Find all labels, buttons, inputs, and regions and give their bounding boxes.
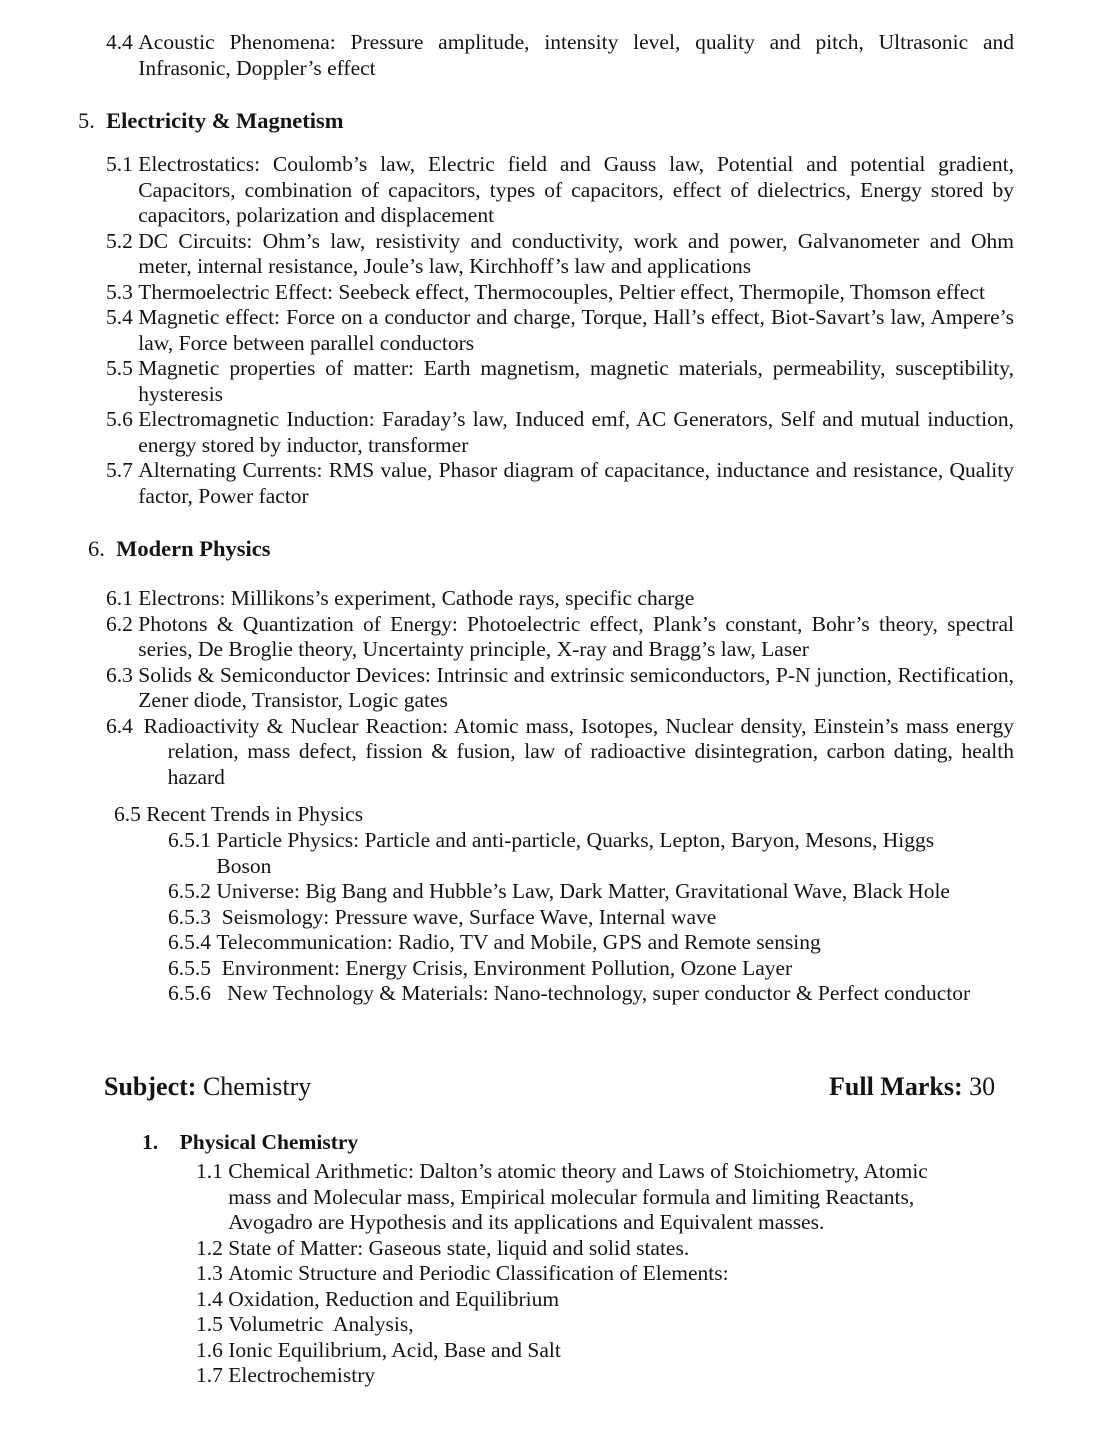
- section-items-electricity: [106, 152, 1014, 509]
- subject-name: Chemistry: [202, 1072, 312, 1101]
- syllabus-item: [106, 229, 1014, 280]
- item-number: 6.5: [114, 802, 147, 826]
- syllabus-item: [106, 356, 1014, 407]
- section-title: Electricity & Magnetism: [106, 108, 344, 133]
- item-number: 5.4: [106, 305, 139, 329]
- item-text: Universe: Big Bang and Hubble’s Law, Dark Matter, Gravitational Wave, Black Hole: [216, 879, 950, 903]
- item-number: 5.3: [106, 279, 139, 304]
- section-items-physical-chemistry: [196, 1159, 956, 1389]
- section-heading-electricity: [78, 108, 344, 134]
- section-items-modern-physics: [106, 586, 1014, 790]
- syllabus-item: [106, 305, 1014, 356]
- item-number: 6.2: [106, 611, 139, 636]
- syllabus-item: [168, 981, 1018, 1007]
- syllabus-item: [196, 1236, 956, 1262]
- item-number: 1.1: [196, 1159, 229, 1183]
- syllabus-item: [196, 1287, 956, 1313]
- item-text: Telecommunication: Radio, TV and Mobile, GPS and Remote sensing: [216, 930, 821, 954]
- item-text: State of Matter: Gaseous state, liquid and solid states.: [228, 1235, 690, 1260]
- item-number: 5.7: [106, 458, 139, 482]
- syllabus-item: [196, 1363, 956, 1389]
- item-text: Acoustic Phenomena: Pressure amplitude, intensity level, quality and pitch, Ultrasonic and Infrasonic, Doppler’s effect: [138, 30, 1014, 80]
- full-marks-value: 30: [969, 1072, 996, 1101]
- syllabus-item: [196, 1312, 956, 1338]
- item-number: 1.5: [196, 1312, 229, 1336]
- subject-heading: [104, 1072, 311, 1102]
- section-number: 1.: [142, 1130, 159, 1154]
- syllabus-item: [106, 458, 1014, 509]
- syllabus-item: [168, 956, 968, 982]
- item-number: 6.3: [106, 662, 139, 687]
- section-heading-physical-chemistry: [142, 1130, 358, 1156]
- item-text: Solids & Semiconductor Devices: Intrinsic and extrinsic semiconductors, P-N junction, Rectification, Zener diode, Transistor, Logic gates: [138, 662, 1014, 712]
- item-number: 6.5.3: [168, 904, 222, 929]
- subsection-title: Recent Trends in Physics: [146, 802, 364, 826]
- item-number: 6.5.5: [168, 955, 222, 980]
- full-marks: [829, 1072, 995, 1102]
- item-number: 5.5: [106, 356, 139, 380]
- syllabus-item: [168, 828, 968, 879]
- recent-trends-items: [168, 828, 971, 1007]
- item-number: 4.4: [106, 30, 139, 54]
- item-text: Electromagnetic Induction: Faraday’s law, Induced emf, AC Generators, Self and mutual induction, energy stored by inductor, transformer: [138, 407, 1014, 457]
- item-number: 5.6: [106, 407, 139, 431]
- item-text: Magnetic properties of matter: Earth magnetism, magnetic materials, permeability, susceptibility, hysteresis: [138, 356, 1014, 406]
- syllabus-item: [106, 714, 1014, 791]
- item-text: Atomic Structure and Periodic Classification of Elements:: [228, 1261, 729, 1285]
- item-number: 1.6: [196, 1337, 229, 1362]
- syllabus-item: [168, 905, 968, 931]
- item-text: Electrostatics: Coulomb’s law, Electric field and Gauss law, Potential and potential gradient, Capacitors, combination of capacitors, types of capacitors, effect of dielectrics, Energy stored by capacitors, polarization and displacement: [138, 152, 1014, 227]
- section-number: 5.: [78, 108, 95, 133]
- item-text: Thermoelectric Effect: Seebeck effect, Thermocouples, Peltier effect, Thermopile, Thomson effect: [138, 279, 985, 304]
- item-number: 5.2: [106, 228, 139, 253]
- syllabus-item: [106, 612, 1014, 663]
- full-marks-label: Full Marks:: [829, 1072, 963, 1101]
- item-text: Electrochemistry: [228, 1363, 376, 1387]
- item-number: 1.7: [196, 1363, 229, 1387]
- item-text: Magnetic effect: Force on a conductor and charge, Torque, Hall’s effect, Biot-Savart’s law, Ampere’s law, Force between parallel conductors: [138, 305, 1014, 355]
- item-text: Ionic Equilibrium, Acid, Base and Salt: [228, 1337, 561, 1362]
- item-text: Electrons: Millikons’s experiment, Cathode rays, specific charge: [138, 586, 695, 610]
- syllabus-item: [168, 879, 968, 905]
- item-text: Radioactivity & Nuclear Reaction: Atomic mass, Isotopes, Nuclear density, Einstein’s mass energy relation, mass defect, fission & fusion, law of radioactive disintegration, carbon dating, health hazard: [143, 713, 1014, 789]
- section-title: Modern Physics: [116, 536, 271, 561]
- syllabus-item: [168, 930, 968, 956]
- section-title: Physical Chemistry: [179, 1130, 359, 1154]
- syllabus-item: [196, 1261, 956, 1287]
- item-number: 1.4: [196, 1286, 229, 1311]
- syllabus-item: [106, 152, 1014, 229]
- item-text: Alternating Currents: RMS value, Phasor diagram of capacitance, inductance and resistance, Quality factor, Power factor: [138, 458, 1014, 508]
- item-text: Seismology: Pressure wave, Surface Wave, Internal wave: [221, 904, 717, 929]
- item-number: 6.1: [106, 586, 139, 610]
- item-number: 6.5.1: [168, 828, 217, 852]
- item-number: 6.5.2: [168, 879, 217, 903]
- item-text: Photons & Quantization of Energy: Photoelectric effect, Plank’s constant, Bohr’s theory, spectral series, De Broglie theory, Uncertainty principle, X-ray and Bragg’s law, Laser: [138, 611, 1014, 661]
- syllabus-item: [106, 663, 1014, 714]
- item-number: 1.2: [196, 1235, 229, 1260]
- item-number: 5.1: [106, 152, 139, 176]
- item-text: Chemical Arithmetic: Dalton’s atomic theory and Laws of Stoichiometry, Atomic mass and Molecular mass, Empirical molecular formula and limiting Reactants, Avogadro are Hypothesis and its applications and Equivalent masses.: [228, 1159, 928, 1234]
- syllabus-item: [106, 407, 1014, 458]
- syllabus-item: [106, 280, 1014, 306]
- item-text: Oxidation, Reduction and Equilibrium: [228, 1286, 560, 1311]
- section-number: 6.: [88, 536, 105, 561]
- syllabus-item: [106, 586, 1014, 612]
- subsection-heading-recent-trends: [114, 802, 363, 828]
- item-text: Particle Physics: Particle and anti-particle, Quarks, Lepton, Baryon, Mesons, Higgs Boson: [216, 828, 935, 878]
- syllabus-item: [196, 1159, 956, 1236]
- item-text: DC Circuits: Ohm’s law, resistivity and conductivity, work and power, Galvanometer and Ohm meter, internal resistance, Joule’s law, Kirchhoff’s law and applications: [138, 228, 1014, 278]
- item-text: Environment: Energy Crisis, Environment Pollution, Ozone Layer: [221, 955, 793, 980]
- item-text: Volumetric Analysis,: [228, 1312, 414, 1336]
- section-heading-modern-physics: [88, 536, 271, 562]
- item-number: 6.5.4: [168, 930, 217, 954]
- syllabus-item: [106, 30, 1014, 81]
- syllabus-item: [196, 1338, 956, 1364]
- item-number: 1.3: [196, 1261, 229, 1285]
- subject-label: Subject:: [104, 1072, 197, 1101]
- item-number: 6.5.6: [168, 981, 228, 1005]
- item-text: New Technology & Materials: Nano-technology, super conductor & Perfect conductor: [227, 981, 971, 1005]
- item-number: 6.4: [106, 713, 144, 738]
